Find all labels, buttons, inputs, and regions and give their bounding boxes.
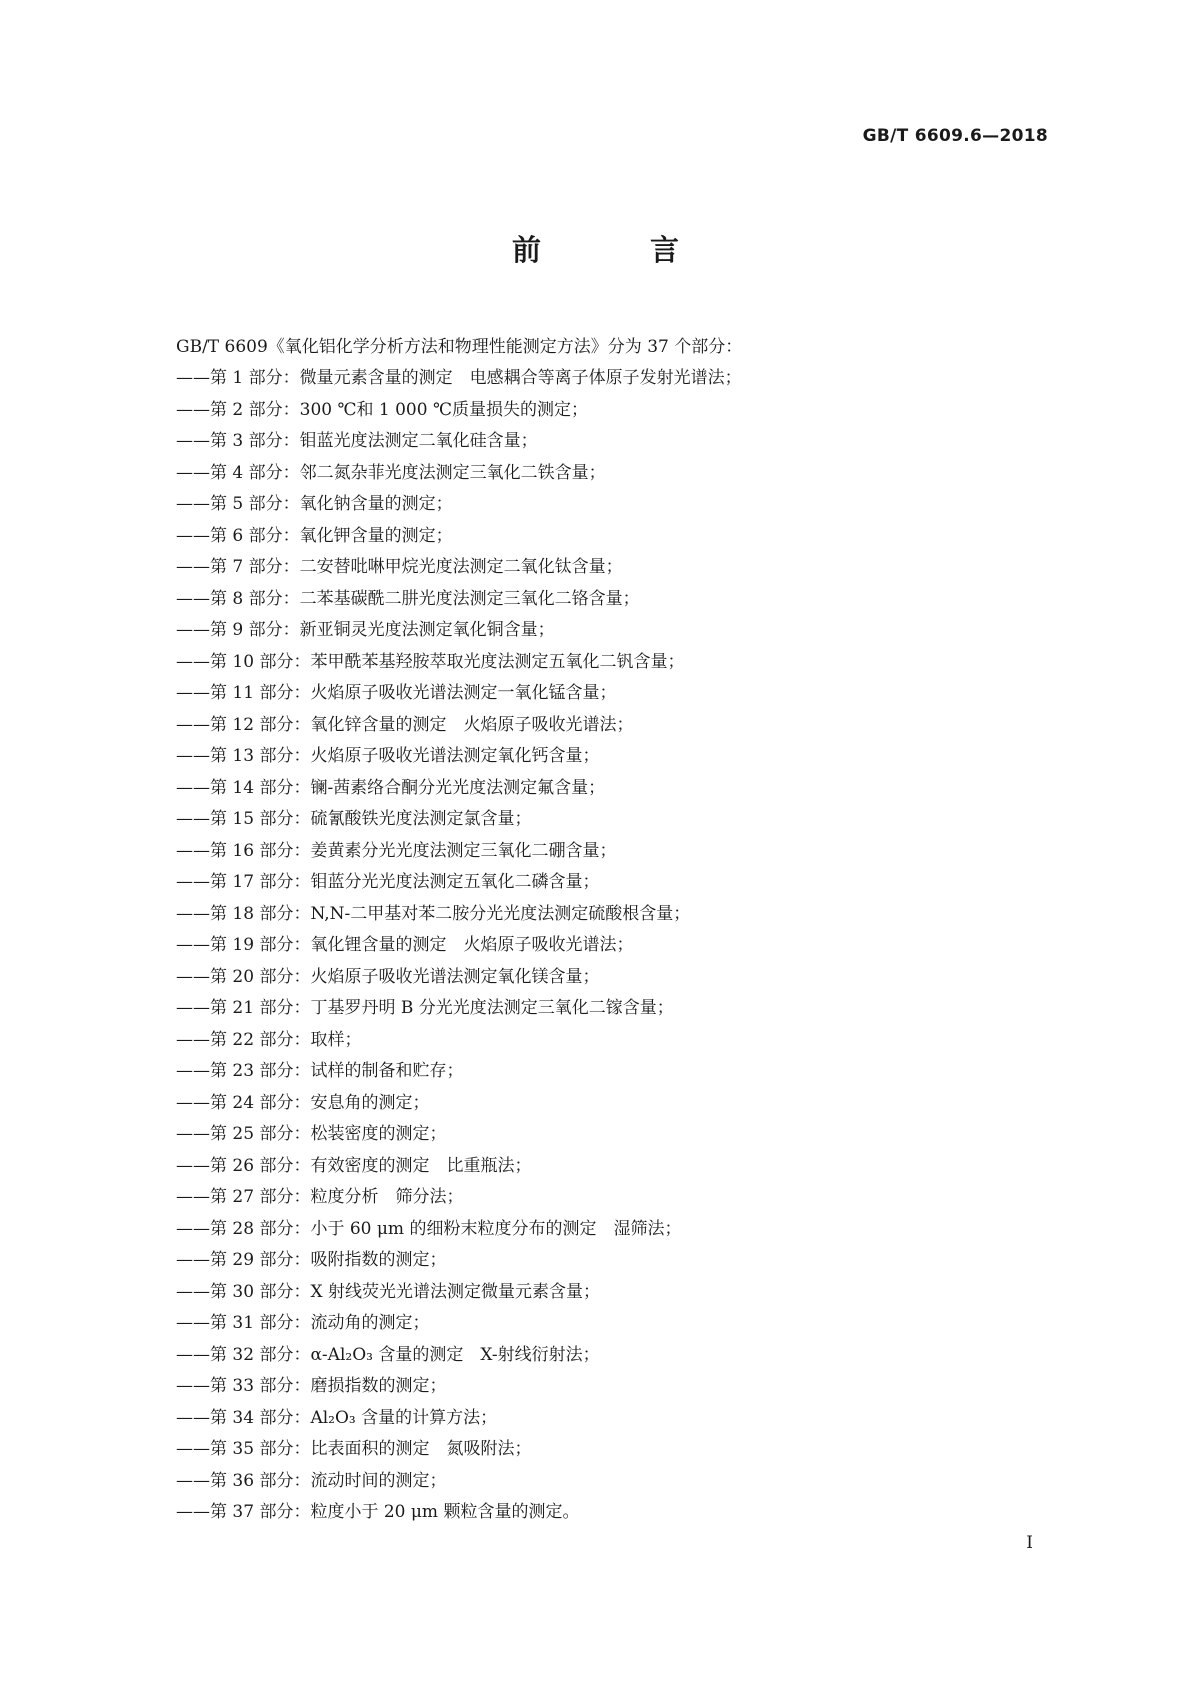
list-item: ——第 14 部分：镧-茜素络合酮分光光度法测定氟含量； [176, 777, 606, 798]
list-item: ——第 17 部分：钼蓝分光光度法测定五氧化二磷含量； [176, 872, 600, 892]
list-item: ——第 8 部分：二苯基碳酰二肼光度法测定三氧化二铬含量； [176, 588, 640, 609]
list-item: ——第 1 部分：微量元素含量的测定 电感耦合等离子体原子发射光谱法； [176, 368, 742, 388]
intro-paragraph: GB/T 6609《氧化铝化学分析方法和物理性能测定方法》分为 37 个部分： [176, 337, 743, 357]
parts-list [176, 363, 742, 1529]
list-item: ——第 21 部分：丁基罗丹明 B 分光光度法测定三氧化二镓含量； [176, 998, 674, 1018]
list-item: ——第 36 部分：流动时间的测定； [176, 1470, 447, 1491]
list-item: ——第 5 部分：氧化钠含量的测定； [176, 494, 453, 514]
list-item: ——第 37 部分：粒度小于 20 μm 颗粒含量的测定。 [176, 1502, 580, 1522]
list-item: ——第 27 部分：粒度分析 筛分法； [176, 1187, 464, 1207]
list-item: ——第 11 部分：火焰原子吸收光谱法测定一氧化锰含量； [176, 683, 617, 703]
list-item: ——第 4 部分：邻二氮杂菲光度法测定三氧化二铁含量； [176, 462, 606, 483]
list-item: ——第 18 部分：N,N-二甲基对苯二胺分光光度法测定硫酸根含量； [176, 903, 691, 924]
list-item: ——第 3 部分：钼蓝光度法测定二氧化硅含量； [176, 431, 538, 451]
list-item: ——第 16 部分：姜黄素分光光度法测定三氧化二硼含量； [176, 840, 617, 861]
list-item: ——第 2 部分：300 ℃和 1 000 ℃质量损失的测定； [176, 399, 588, 420]
list-item: ——第 32 部分：α-Al₂O₃ 含量的测定 X-射线衍射法； [176, 1344, 600, 1365]
list-item: ——第 9 部分：新亚铜灵光度法测定氧化铜含量； [176, 620, 555, 640]
list-item: ——第 28 部分：小于 60 μm 的细粉末粒度分布的测定 湿筛法； [176, 1218, 682, 1239]
list-item: ——第 19 部分：氧化锂含量的测定 火焰原子吸收光谱法； [176, 935, 634, 955]
list-item: ——第 29 部分：吸附指数的测定； [176, 1250, 447, 1270]
list-item: ——第 31 部分：流动角的测定； [176, 1313, 430, 1333]
list-item: ——第 24 部分：安息角的测定； [176, 1092, 430, 1113]
standard-code: GB/T 6609.6—2018 [862, 126, 1048, 146]
list-item: ——第 7 部分：二安替吡啉甲烷光度法测定二氧化钛含量； [176, 557, 623, 577]
list-item: ——第 20 部分：火焰原子吸收光谱法测定氧化镁含量； [176, 966, 600, 987]
list-item: ——第 15 部分：硫氰酸铁光度法测定氯含量； [176, 809, 532, 829]
list-item: ——第 35 部分：比表面积的测定 氮吸附法； [176, 1439, 532, 1459]
list-item: ——第 22 部分：取样； [176, 1029, 362, 1050]
list-item: ——第 34 部分：Al₂O₃ 含量的计算方法； [176, 1407, 498, 1428]
list-item: ——第 13 部分：火焰原子吸收光谱法测定氧化钙含量； [176, 746, 600, 766]
list-item: ——第 33 部分：磨损指数的测定； [176, 1376, 447, 1396]
list-item: ——第 23 部分：试样的制备和贮存； [176, 1061, 464, 1081]
list-item: ——第 26 部分：有效密度的测定 比重瓶法； [176, 1155, 532, 1176]
list-item: ——第 12 部分：氧化锌含量的测定 火焰原子吸收光谱法； [176, 714, 634, 735]
list-item: ——第 30 部分：X 射线荧光光谱法测定微量元素含量； [176, 1281, 600, 1302]
list-item: ——第 10 部分：苯甲酰苯基羟胺萃取光度法测定五氧化二钒含量； [176, 651, 685, 672]
list-item: ——第 6 部分：氧化钾含量的测定； [176, 525, 453, 546]
page-title: 前 言 [511, 233, 719, 267]
page-number: I [1026, 1533, 1033, 1553]
list-item: ——第 25 部分：松装密度的测定； [176, 1124, 447, 1144]
